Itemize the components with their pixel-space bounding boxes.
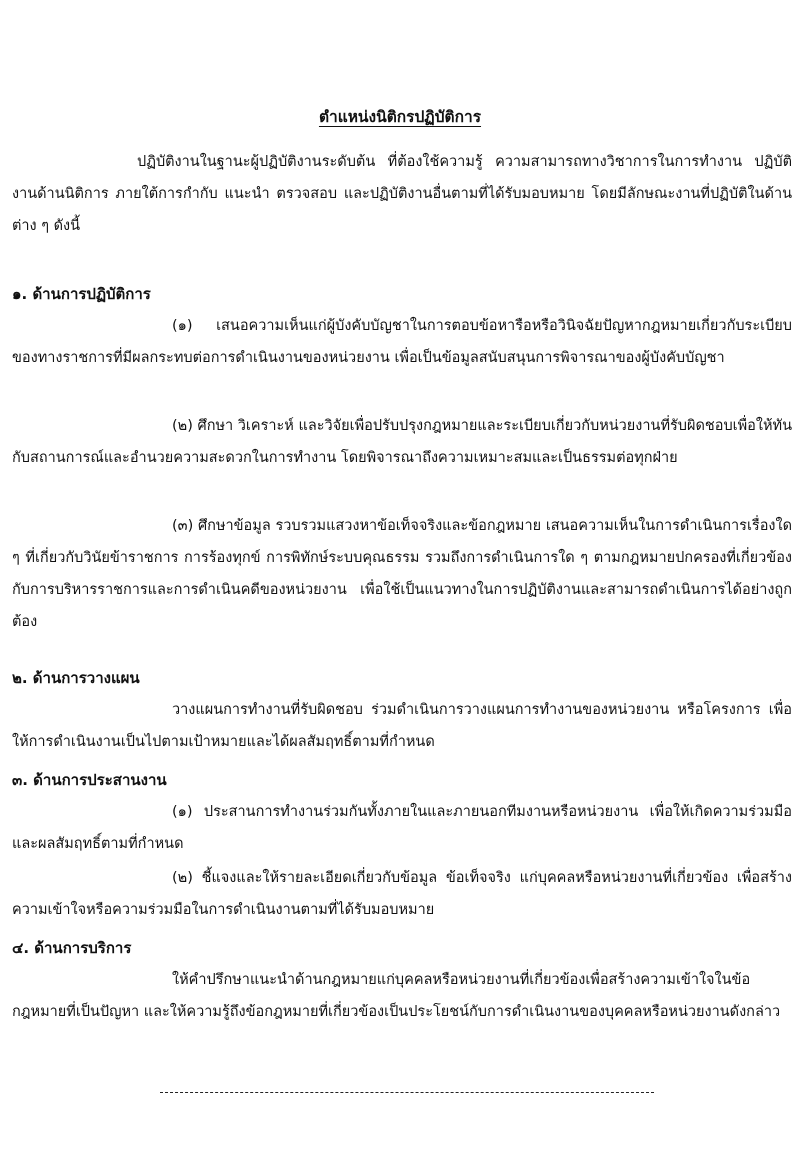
operations-item-2: (๒) ศึกษา วิเคราะห์ และวิจัยเพื่อปรับปรุงกฎหมายและระเบียบเกี่ยวกับหน่วยงานที่รับผิดชอบเพื่อให้ทันกับสถานการณ์และอำนวยความสะดวกในการทำงาน โดยพิจารณาถึงความเหมาะสมและเป็นธรรมต่อทุกฝ่าย bbox=[12, 418, 792, 466]
section-heading-coordination: ๓. ด้านการประสานงาน bbox=[12, 771, 167, 789]
end-divider bbox=[160, 1092, 654, 1093]
section-heading-planning: ๒. ด้านการวางแผน bbox=[12, 669, 140, 687]
coordination-item-2: (๒) ชี้แจงและให้รายละเอียดเกี่ยวกับข้อมูล ข้อเท็จจริง แก่บุคคลหรือหน่วยงานที่เกี่ยวข้อง เพื่อสร้างความเข้าใจหรือความร่วมมือในการดำเนินงานตามที่ได้รับมอบหมาย bbox=[12, 870, 792, 918]
intro-paragraph: ปฏิบัติงานในฐานะผู้ปฏิบัติงานระดับต้น ที่ต้องใช้ความรู้ ความสามารถทางวิชาการในการทำงาน ปฏิบัติงานด้านนิติการ ภายใต้การกำกับ แนะนำ ตรวจสอบ และปฏิบัติงานอื่นตามที่ได้รับมอบหมาย โดยมีลักษณะงานที่ปฏิบัติในด้านต่าง ๆ ดังนี้ bbox=[12, 154, 792, 234]
service-item-1: ให้คำปรึกษาแนะนำด้านกฎหมายแก่บุคคลหรือหน่วยงานที่เกี่ยวข้องเพื่อสร้างความเข้าใจในข้อกฎหมายที่เป็นปัญหา และให้ความรู้ถึงข้อกฎหมายที่เกี่ยวข้องเป็นประโยชน์กับการดำเนินงานของบุคคลหรือหน่วยงานดังกล่าว bbox=[12, 972, 781, 1020]
coordination-item-1: (๑) ประสานการทำงานร่วมกันทั้งภายในและภายนอกทีมงานหรือหน่วยงาน เพื่อให้เกิดความร่วมมือและผลสัมฤทธิ์ตามที่กำหนด bbox=[12, 804, 792, 852]
planning-item-1: วางแผนการทำงานที่รับผิดชอบ ร่วมดำเนินการวางแผนการทำงานของหน่วยงาน หรือโครงการ เพื่อให้การดำเนินงานเป็นไปตามเป้าหมายและได้ผลสัมฤทธิ์ตามที่กำหนด bbox=[12, 702, 792, 750]
document-title: ตำแหน่งนิติกรปฏิบัติการ bbox=[318, 108, 482, 126]
operations-item-3: (๓) ศึกษาข้อมูล รวบรวมแสวงหาข้อเท็จจริงและข้อกฎหมาย เสนอความเห็นในการดำเนินการเรื่องใด ๆ ที่เกี่ยวกับวินัยข้าราชการ การร้องทุกข์ การพิทักษ์ระบบคุณธรรม รวมถึงการดำเนินการใด ๆ ตามกฎหมายปกครองที่เกี่ยวข้องกับการบริหารราชการและการดำเนินคดีของหน่วยงาน เพื่อใช้เป็นแนวทางในการปฏิบัติงานและสามารถดำเนินการได้อย่างถูกต้อง bbox=[12, 518, 792, 630]
operations-item-1: (๑) เสนอความเห็นแก่ผู้บังคับบัญชาในการตอบข้อหารือหรือวินิจฉัยปัญหากฎหมายเกี่ยวกับระเบียบของทางราชการที่มีผลกระทบต่อการดำเนินงานของหน่วยงาน เพื่อเป็นข้อมูลสนับสนุนการพิจารณาของผู้บังคับบัญชา bbox=[12, 318, 792, 366]
section-heading-operations: ๑. ด้านการปฏิบัติการ bbox=[12, 285, 151, 303]
section-heading-service: ๔. ด้านการบริการ bbox=[12, 939, 132, 957]
